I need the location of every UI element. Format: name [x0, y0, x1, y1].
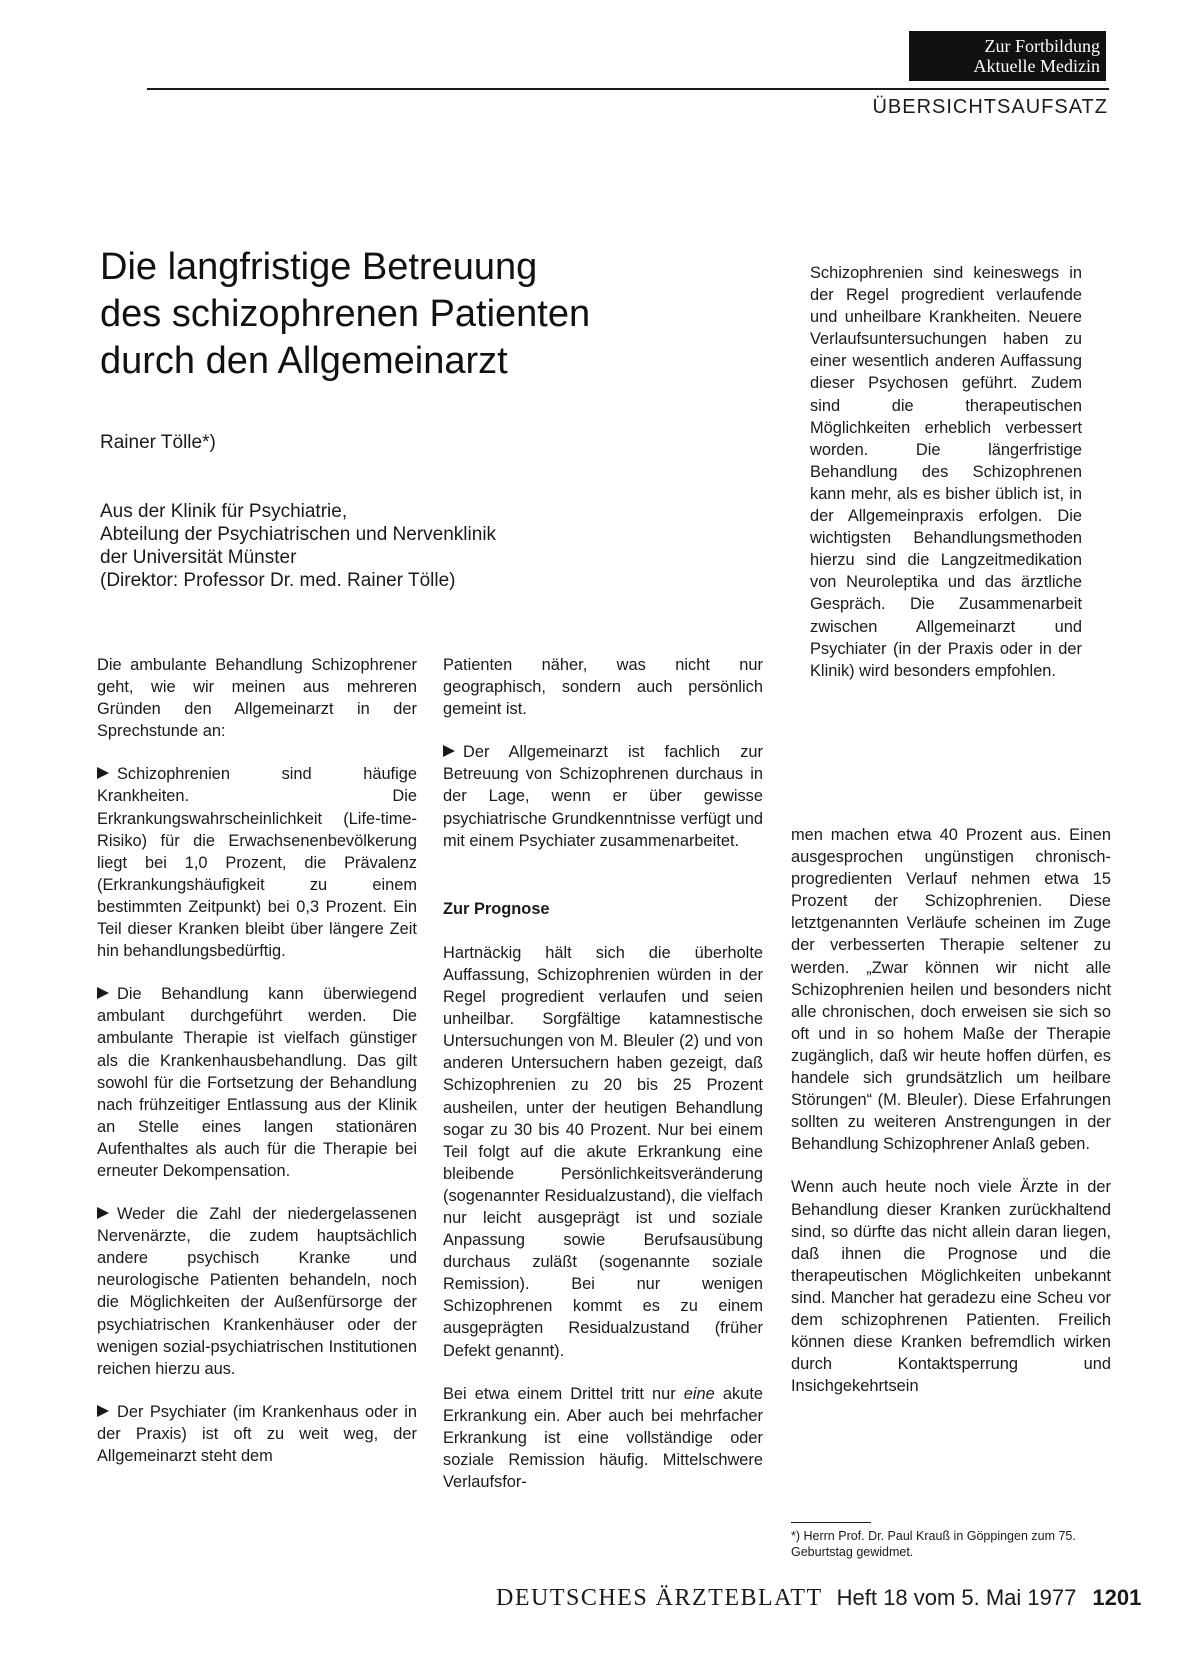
section-badge	[909, 31, 1106, 81]
paragraph: Wenn auch heute noch viele Ärzte in der Behandlung dieser Kranken zurückhaltend sind, so dürfte das nicht allein daran liegen, daß ihnen die Prognose und die therapeutischen Möglichkeiten unbekannt sind. Mancher hat geradezu eine Scheu vor dem schizophrenen Patienten. Freilich können diese Kranken befremdlich wirken durch Kontaktsperrung und Insichgekehrtsein	[791, 1178, 1111, 1396]
bullet-text: Die Behandlung kann überwiegend ambulant durchgeführt werden. Die ambulante Therapie ist vielfach günstiger als die Krankenhausbehandlung. Das gilt sowohl für die Fortsetzung der Behandlung nach frühzeitiger Entlassung aus der Klinik an Stelle eines langen stationären Aufenthaltes als auch für die Therapie bei erneuter Dekompensation.	[97, 985, 417, 1180]
bullet-paragraph	[97, 763, 417, 962]
affiliation-line-1: Aus der Klinik für Psychiatrie,	[100, 501, 348, 522]
body-column-2	[443, 654, 763, 1514]
affiliation-line-4: (Direktor: Professor Dr. med. Rainer Tölle)	[100, 570, 456, 591]
emphasis: eine	[683, 1384, 715, 1403]
bullet-paragraph	[443, 741, 763, 851]
bullet-paragraph	[97, 983, 417, 1182]
summary-text	[810, 262, 1082, 703]
section-heading: Zur Prognose	[443, 899, 550, 918]
affiliation-line-2: Abteilung der Psychiatrischen und Nervenklinik	[100, 524, 497, 545]
article-title	[100, 244, 720, 385]
title-line-2: des schizophrenen Patienten	[100, 293, 591, 335]
page-number: 1201	[1092, 1585, 1142, 1610]
triangle-bullet-icon	[97, 1405, 109, 1417]
paragraph: men machen etwa 40 Prozent aus. Einen ausgesprochen ungünstigen chronisch-progredienten Verlauf nehmen etwa 15 Prozent der Schizophrenien. Diese letztgenannten Verläufe scheinen im Zuge der verbesserten Therapie seltener zu werden. „Zwar können wir nicht alle Schizophrenien heilen und besonders nicht alle chronischen, doch erweisen sie sich so oft und in so hohem Maße der Therapie zugänglich, daß wir heute hoffen dürfen, es handele sich grundsätzlich um heilbare Störungen“ (M. Bleuler). Diese Erfahrungen sollten zu weiteren Anstrengungen in der Behandlung Schizophrener Anlaß geben.	[791, 826, 1111, 1154]
triangle-bullet-icon	[97, 987, 109, 999]
bullet-text: Der Psychiater (im Krankenhaus oder in der Praxis) ist oft zu weit weg, der Allgemeinarzt steht dem	[97, 1402, 417, 1465]
badge-line-2: Aktuelle Medizin	[973, 56, 1100, 76]
triangle-bullet-icon	[97, 767, 109, 779]
footnote: *) Herrn Prof. Dr. Paul Krauß in Göppingen zum 75. Geburtstag gewidmet.	[791, 1529, 1076, 1559]
affiliation-line-3: der Universität Münster	[100, 547, 297, 568]
bullet-text: Der Allgemeinarzt ist fachlich zur Betreuung von Schizophrenen durchaus in der Lage, wenn er über gewisse psychiatrische Grundkenntnisse verfügt und mit einem Psychiater zusammenarbeitet.	[443, 743, 763, 850]
bullet-paragraph	[97, 1203, 417, 1380]
author: Rainer Tölle*)	[100, 432, 216, 453]
bullet-paragraph	[97, 1401, 417, 1467]
paragraph: Hartnäckig hält sich die überholte Auffassung, Schizophrenien würden in der Regel progredient verlaufen und seien unheilbar. Sorgfältige katamnestische Untersuchungen von M. Bleuler (2) und von anderen Untersuchern haben gezeigt, daß Schizophrenien zu 20 bis 25 Prozent ausheilen, unter der heutigen Behandlung sogar zu 30 bis 40 Prozent. Nur bei einem Teil folgt auf die akute Erkrankung eine bleibende Persönlichkeitsveränderung (sogenannter Residualzustand), die vielfach nur leicht ausgeprägt ist und soziale Anpassung sowie Berufsausübung durchaus zuläßt (sogenannte soziale Remission). Bei nur wenigen Schizophrenen kommt es zu einem ausgeprägten Residualzustand (früher Defekt genannt).	[443, 943, 763, 1360]
paragraph: Patienten näher, was nicht nur geographisch, sondern auch persönlich gemeint ist.	[443, 656, 763, 719]
body-column-3	[791, 824, 1111, 1418]
header-rule	[147, 88, 1109, 90]
affiliation	[100, 500, 496, 592]
text-run: akute Erkrankung ein. Aber auch bei mehrfacher Erkrankung ist eine vollständige oder soziale Remission häufig. Mittelschwere Verlaufsfor-	[443, 1384, 763, 1491]
journal-name: DEUTSCHES ÄRZTEBLATT	[496, 1585, 823, 1611]
footnote-rule	[791, 1522, 871, 1523]
bullet-text: Weder die Zahl der niedergelassenen Nervenärzte, die zudem hauptsächlich andere psychisch Kranke und neurologische Patienten behandeln, noch die Möglichkeiten der Außenfürsorge der psychiatrischen Krankenhäuser oder der wenigen sozial-psychiatrischen Institutionen reichen hierzu aus.	[97, 1205, 417, 1378]
summary-paragraph: Schizophrenien sind keineswegs in der Regel progredient verlaufende und unheilbare Krankheiten. Neuere Verlaufsuntersuchungen haben zu einer wesentlich anderen Auffassung dieser Psychosen geführt. Zudem sind die therapeutischen Möglichkeiten erheblich verbessert worden. Die längerfristige Behandlung des Schizophrenen kann mehr, als es bisher üblich ist, in der Allgemeinpraxis erfolgen. Die wichtigsten Behandlungsmethoden hierzu sind die Langzeitmedikation von Neuroleptika und das ärztliche Gespräch. Die Zusammenarbeit zwischen Allgemeinarzt und Psychiater (in der Praxis oder in der Klinik) wird besonders empfohlen.	[810, 264, 1082, 680]
bullet-text: Schizophrenien sind häufige Krankheiten. Die Erkrankungswahrscheinlichkeit (Life-time-Risiko) für die Erwachsenenbevölkerung liegt bei 1,0 Prozent, die Prävalenz (Erkrankungshäufigkeit zu einem bestimmten Zeitpunkt) bei 0,3 Prozent. Ein Teil dieser Kranken bleibt über längere Zeit hin behandlungsbedürftig.	[97, 765, 417, 961]
issue-info: Heft 18 vom 5. Mai 1977	[836, 1585, 1077, 1610]
title-line-1: Die langfristige Betreuung	[100, 246, 538, 288]
paragraph: Die ambulante Behandlung Schizophrener geht, wie wir meinen aus mehreren Gründen den Allgemeinarzt in der Sprechstunde an:	[97, 656, 417, 741]
title-line-3: durch den Allgemeinarzt	[100, 340, 508, 382]
text-run: Bei etwa einem Drittel tritt nur	[443, 1384, 684, 1403]
paragraph	[443, 1383, 763, 1493]
triangle-bullet-icon	[97, 1207, 109, 1219]
section-label: ÜBERSICHTSAUFSATZ	[872, 96, 1108, 118]
badge-line-1: Zur Fortbildung	[984, 36, 1100, 56]
body-column-1	[97, 654, 417, 1488]
triangle-bullet-icon	[443, 745, 455, 757]
page-footer	[496, 1585, 1141, 1612]
